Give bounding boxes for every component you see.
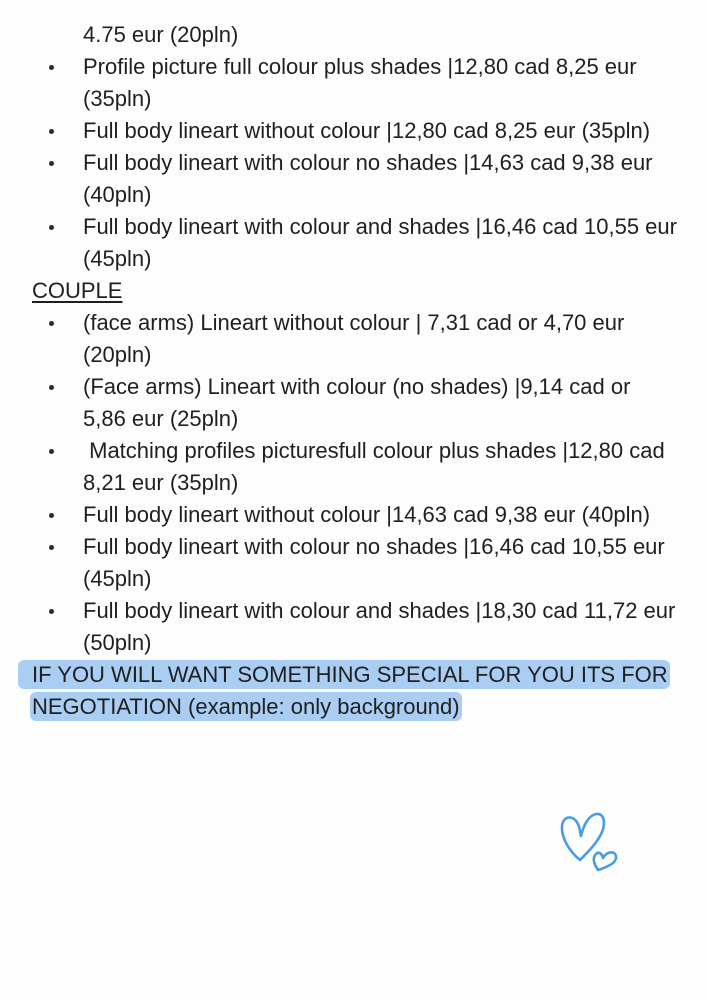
list-item: [0, 51, 707, 115]
couple-price-list: [0, 307, 707, 659]
list-item-text: Full body lineart with colour and shades |18,30 cad 11,72 eur (50pln): [83, 598, 676, 655]
list-item: [0, 307, 707, 371]
list-item-text: Full body lineart with colour no shades |14,63 cad 9,38 eur (40pln): [83, 150, 653, 207]
negotiation-notice: [0, 659, 707, 723]
list-item-text: Full body lineart with colour no shades |16,46 cad 10,55 eur (45pln): [83, 534, 665, 591]
list-item: [0, 371, 707, 435]
couple-heading: COUPLE: [32, 278, 123, 303]
notice-line-1: IF YOU WILL WANT SOMETHING SPECIAL FOR YOU ITS FOR: [20, 662, 668, 687]
notice-example: (example: only background): [181, 694, 460, 719]
list-item: [0, 531, 707, 595]
intro-continuation: 4.75 eur (20pln): [83, 22, 239, 47]
list-item-text: Full body lineart without colour |12,80 cad 8,25 eur (35pln): [83, 118, 651, 143]
bullet-icon: [48, 371, 54, 403]
list-item: [0, 435, 707, 499]
list-item: [0, 115, 707, 147]
note-content: [0, 19, 707, 723]
list-item-text: Full body lineart with colour and shades |16,46 cad 10,55 eur (45pln): [83, 214, 677, 271]
list-item: [0, 499, 707, 531]
bullet-icon: [48, 435, 54, 467]
list-item-text: Matching profiles picturesfull colour plus shades |12,80 cad 8,21 eur (35pln): [83, 438, 671, 495]
list-item: [0, 595, 707, 659]
list-item: [0, 147, 707, 211]
bullet-icon: [48, 51, 54, 83]
list-item-text: Profile picture full colour plus shades |12,80 cad 8,25 eur (35pln): [83, 54, 637, 111]
list-item: [0, 211, 707, 275]
list-item-text: (face arms) Lineart without colour | 7,31 cad or 4,70 eur (20pln): [83, 310, 625, 367]
bullet-icon: [48, 307, 54, 339]
bullet-icon: [48, 211, 54, 243]
bullet-icon: [48, 115, 54, 147]
bullet-icon: [48, 499, 54, 531]
list-item-text: Full body lineart without colour |14,63 cad 9,38 eur (40pln): [83, 502, 651, 527]
notice-negotiation: NEGOTIATION: [32, 694, 182, 719]
small-heart-icon: [594, 852, 616, 870]
hearts-doodle-icon: [556, 808, 628, 878]
bullet-icon: [48, 595, 54, 627]
single-price-list: [0, 51, 707, 275]
bullet-icon: [48, 147, 54, 179]
list-item-text: (Face arms) Lineart with colour (no shades) |9,14 cad or 5,86 eur (25pln): [83, 374, 631, 431]
bullet-icon: [48, 531, 54, 563]
